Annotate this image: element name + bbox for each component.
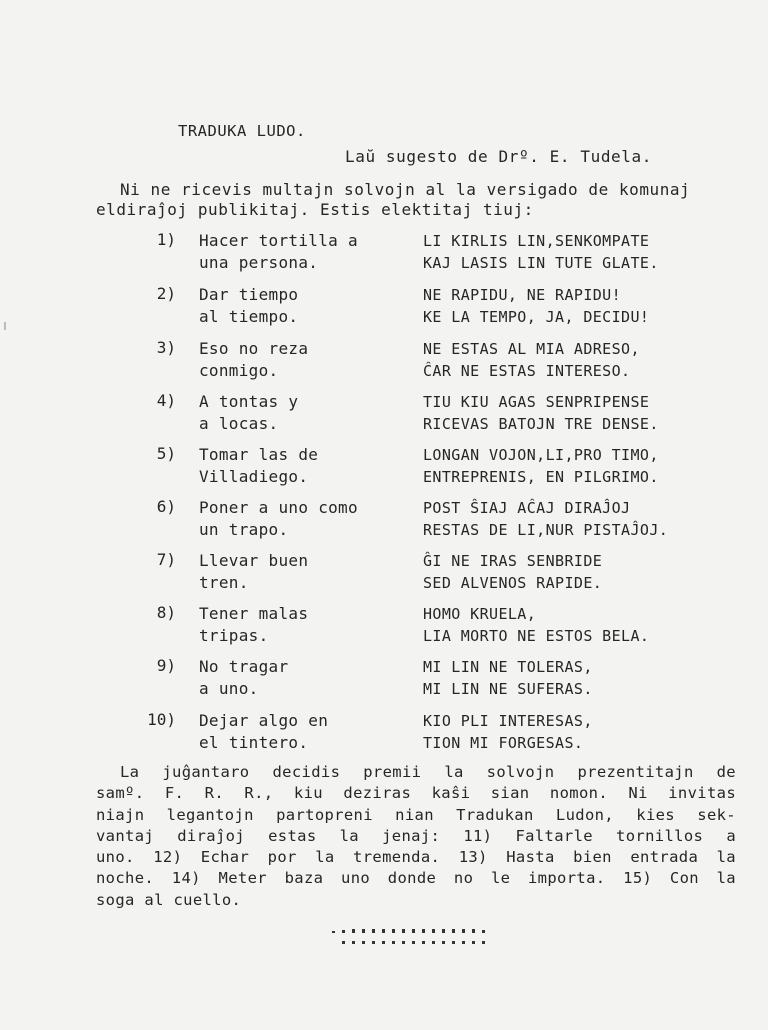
esperanto-verse: RICEVAS BATOJN TRE DENSE. [423, 415, 659, 433]
entry-number: 10) [147, 710, 176, 729]
entry-number: 8) [156, 603, 176, 622]
esperanto-verse: NE RAPIDU, NE RAPIDU! [423, 286, 622, 304]
entry-number: 5) [156, 444, 176, 463]
entry-number: 9) [156, 656, 176, 675]
spanish-phrase: Hacer tortilla a [199, 231, 358, 250]
esperanto-verse: KE LA TEMPO, JA, DECIDU! [423, 308, 650, 326]
spanish-phrase: A tontas y [199, 392, 299, 411]
intro-line: eldiraĵoj publikitaj. Estis elektitaj tiuj: [96, 200, 534, 219]
paragraph-line: samº. F. R. R., kiu deziras kaŝi sian nomon. Ni invitas [96, 784, 736, 803]
closing-paragraph [96, 762, 736, 911]
esperanto-verse: LI KIRLIS LIN,SENKOMPATE [423, 232, 650, 250]
spanish-phrase: Dar tiempo [199, 285, 299, 304]
esperanto-verse: LIA MORTO NE ESTOS BELA. [423, 627, 650, 645]
phrase-entry [0, 444, 768, 488]
esperanto-verse: TION MI FORGESAS. [423, 734, 584, 752]
spanish-phrase: No tragar [199, 657, 289, 676]
entry-number: 3) [156, 338, 176, 357]
spanish-phrase: Villadiego. [199, 467, 309, 486]
spanish-phrase: conmigo. [199, 361, 279, 380]
paragraph-line: vantaj diraĵoj estas la jenaj: 11) Faltarle tornillos a [96, 826, 736, 845]
paragraph-line: soga al cuello. [96, 890, 242, 909]
phrase-entry [0, 550, 768, 594]
esperanto-verse: POST ŜIAJ AĈAJ DIRAĴOJ [423, 499, 631, 517]
spanish-phrase: tren. [199, 573, 249, 592]
spanish-phrase: a locas. [199, 414, 279, 433]
paragraph-line: noche. 14) Meter baza uno donde no le importa. 15) Con la [96, 869, 736, 888]
esperanto-verse: TIU KIU AGAS SENPRIPENSE [423, 393, 650, 411]
phrase-entry [0, 338, 768, 382]
spanish-phrase: una persona. [199, 253, 319, 272]
spanish-phrase: Eso no reza [199, 339, 309, 358]
esperanto-verse: ENTREPRENIS, EN PILGRIMO. [423, 468, 659, 486]
entry-number: 4) [156, 391, 176, 410]
entry-number: 7) [156, 550, 176, 569]
esperanto-verse: NE ESTAS AL MIA ADRESO, [423, 340, 640, 358]
article-title: TRADUKA LUDO. [178, 122, 306, 140]
intro-line: Ni ne ricevis multajn solvojn al la versigado de komunaj [120, 180, 691, 199]
spanish-phrase: a uno. [199, 679, 259, 698]
spanish-phrase: Tener malas [199, 604, 309, 623]
spanish-phrase: Llevar buen [199, 551, 309, 570]
phrase-entry [0, 284, 768, 328]
phrase-entry [0, 710, 768, 754]
spanish-phrase: un trapo. [199, 520, 289, 539]
esperanto-verse: SED ALVENOS RAPIDE. [423, 574, 603, 592]
esperanto-verse: LONGAN VOJON,LI,PRO TIMO, [423, 446, 659, 464]
article-author: Laŭ sugesto de Drº. E. Tudela. [345, 147, 652, 166]
spanish-phrase: al tiempo. [199, 307, 299, 326]
phrase-entry [0, 230, 768, 274]
phrase-entry [0, 656, 768, 700]
phrase-entry [0, 391, 768, 435]
esperanto-verse: KAJ LASIS LIN TUTE GLATE. [423, 254, 659, 272]
spanish-phrase: el tintero. [199, 733, 309, 752]
spanish-phrase: Poner a uno como [199, 498, 358, 517]
entry-number: 6) [156, 497, 176, 516]
spanish-phrase: Tomar las de [199, 445, 319, 464]
spanish-phrase: tripas. [199, 626, 269, 645]
esperanto-verse: ĈAR NE ESTAS INTERESO. [423, 362, 631, 380]
paragraph-line: uno. 12) Echar por la tremenda. 13) Hasta bien entrada la [96, 848, 736, 867]
spanish-phrase: Dejar algo en [199, 711, 329, 730]
entry-number: 2) [156, 284, 176, 303]
esperanto-verse: RESTAS DE LI,NUR PISTAĴOJ. [423, 521, 669, 539]
esperanto-verse: MI LIN NE SUFERAS. [423, 680, 593, 698]
esperanto-verse: MI LIN NE TOLERAS, [423, 658, 593, 676]
esperanto-verse: ĜI NE IRAS SENBRIDE [423, 552, 603, 570]
phrase-entry [0, 497, 768, 541]
esperanto-verse: KIO PLI INTERESAS, [423, 712, 593, 730]
paragraph-line: niajn legantojn partopreni nian Tradukan Ludon, kies sek- [96, 805, 736, 824]
entry-number: 1) [156, 230, 176, 249]
phrase-entry [0, 603, 768, 647]
decorative-divider [330, 927, 486, 949]
paragraph-line: La juĝantaro decidis premii la solvojn prezentitajn de [120, 763, 736, 781]
esperanto-verse: HOMO KRUELA, [423, 605, 537, 623]
